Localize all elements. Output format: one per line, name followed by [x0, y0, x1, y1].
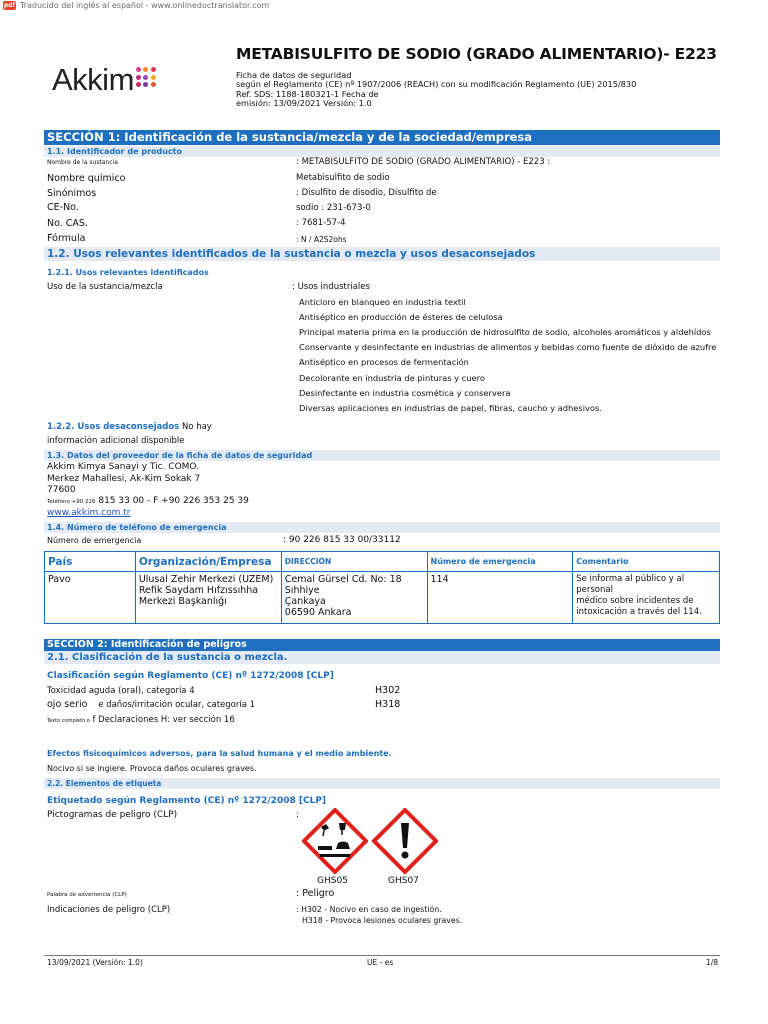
cell-line: Sıhhiye	[284, 585, 320, 596]
value-chemical-name: Metabisulfito de sodio	[296, 173, 390, 183]
pictogram-colon: :	[296, 810, 300, 820]
signal-word-label: Palabra de advertencia (CLP)	[47, 892, 127, 898]
ghs05-code: GHS05	[317, 876, 348, 886]
col-header-emergency: Número de emergencia	[427, 552, 573, 572]
supplier-line: Merkez Mahallesi, Ak-Kim Sokak 7	[47, 474, 201, 484]
unadvised-uses-text: No hay	[179, 422, 212, 432]
label-use: Uso de la sustancia/mezcla	[47, 282, 163, 292]
unadvised-uses	[47, 422, 212, 432]
col-header-address: DIRECCIÓN	[281, 552, 427, 572]
cell-address	[281, 572, 427, 624]
phone-prefix: Teléfono +90 226	[47, 499, 96, 505]
cell-line: Çankaya	[284, 596, 326, 607]
logo-dot	[143, 82, 148, 87]
signal-word-value: : Peligro	[296, 888, 335, 899]
subsection-1-2-1: 1.2.1. Usos relevantes identificados	[47, 268, 209, 277]
cell-org	[135, 572, 281, 624]
use-item: Diversas aplicaciones en industrias de papel, fibras, caucho y adhesivos.	[299, 402, 602, 413]
value-substance-name: : METABISULFITO DE SODIO (GRADO ALIMENTARIO) - E223 :	[296, 157, 551, 167]
clp-classification-head: Clasificación según Reglamento (CE) nº 1272/2008 [CLP]	[47, 671, 334, 681]
section-1-header: SECCIÓN 1: Identificación de la sustancia/mezcla y de la sociedad/empresa	[44, 130, 720, 145]
subsection-1-3: 1.3. Datos del proveedor de la ficha de datos de seguridad	[44, 450, 720, 461]
logo-dot	[136, 75, 141, 80]
col-header-country: País	[45, 552, 136, 572]
cell-country: Pavo	[45, 572, 136, 624]
cell-line: intoxicación a través del 114.	[576, 607, 702, 617]
label-formula: Fórmula	[47, 233, 86, 244]
logo-text: Akkim	[52, 62, 134, 97]
logo-dot	[151, 75, 156, 80]
subtitle-line: emisión: 13/09/2021 Versión: 1.0	[236, 98, 372, 109]
hazard-statements-label: Indicaciones de peligro (CLP)	[47, 905, 171, 915]
logo-dot	[136, 67, 141, 72]
class-label-part: ojo serio	[47, 699, 88, 710]
hazard-statement: H318 - Provoca lesiones oculares graves.	[302, 916, 463, 925]
footer-center: UE - es	[367, 958, 394, 967]
class-row-code: H302	[375, 685, 401, 696]
logo-dot	[143, 75, 148, 80]
cell-comment	[573, 572, 720, 624]
use-item: Desinfectante en industria cosmética y conservera	[299, 387, 511, 398]
full-text-note	[47, 715, 235, 725]
subsection-2-2: 2.2. Elementos de etiqueta	[44, 778, 720, 789]
subsection-1-1: 1.1. Identificador de producto	[44, 146, 720, 157]
label-synonyms: Sinónimos	[47, 188, 97, 199]
supplier-line: 77600	[47, 485, 76, 495]
label-substance-name: Nombre de la sustancia	[47, 159, 118, 166]
cell-line: 06590 Ankara	[284, 607, 352, 618]
label-chemical-name: Nombre químico	[47, 173, 126, 184]
subsection-2-1: 2.1. Clasificación de la sustancia o mezcla.	[44, 651, 720, 664]
section-2-header: SECCIÓN 2: Identificación de peligros	[44, 639, 720, 651]
effects-head: Efectos fisicoquímicos adversos, para la salud humana y el medio ambiente.	[47, 749, 392, 758]
logo-dot	[136, 82, 141, 87]
col-header-org: Organización/Empresa	[135, 552, 281, 572]
translator-text[interactable]: Traducido del inglés al español - www.onlinedoctranslator.com	[20, 1, 270, 10]
cell-line: Ulusal Zehir Merkezi (UZEM)	[138, 574, 274, 585]
use-item: Antiséptico en procesos de fermentación	[299, 357, 469, 368]
logo-dot	[143, 67, 148, 72]
document-title: METABISULFITO DE SODIO (GRADO ALIMENTARIO)- E223	[236, 45, 717, 63]
akkim-logo	[52, 62, 156, 98]
cell-line: Merkezi Başkanlığı	[138, 596, 227, 607]
cell-line: Se informa al público y al personal	[576, 574, 685, 595]
logo-dots	[136, 67, 156, 87]
ghs07-code: GHS07	[388, 876, 419, 886]
logo-dot	[151, 82, 156, 87]
unadvised-uses-head: 1.2.2. Usos desaconsejados	[47, 422, 180, 432]
cell-line: Refik Saydam Hıfzıssıhha	[138, 585, 259, 596]
footer-page-number: 1/8	[706, 958, 719, 967]
effects-text: Nocivo si se ingiere. Provoca daños oculares graves.	[47, 764, 257, 773]
emergency-table	[44, 551, 720, 624]
subtitle-line: Ficha de datos de seguridad	[236, 70, 352, 80]
class-row-label	[47, 699, 255, 710]
table-header-row	[45, 552, 720, 572]
label-ce-no: CE-No.	[47, 202, 79, 213]
class-label-part: e daños/irritación ocular, categoría 1	[98, 700, 256, 710]
value-synonyms: : Disulfito de disodio, Disulfito de	[296, 188, 437, 198]
supplier-website-link[interactable]: www.akkim.com.tr	[47, 508, 131, 518]
translator-banner[interactable]	[0, 0, 269, 11]
phone-number: 815 33 00 - F +90 226 353 25 39	[95, 496, 249, 506]
full-text-small: Texto completo o	[47, 718, 90, 724]
value-use: : Usos industriales	[292, 282, 370, 292]
pdf-icon: pdf	[3, 2, 16, 9]
use-item: Anticloro en blanqueo en industria textil	[299, 297, 466, 307]
unadvised-uses-line2: información adicional disponible	[47, 436, 185, 446]
pictogram-label: Pictogramas de peligro (CLP)	[47, 810, 178, 820]
footer-date: 13/09/2021 (Versión: 1.0)	[47, 958, 143, 967]
value-formula: : N / A2S2ohs	[296, 235, 347, 244]
col-header-comment: Comentario	[573, 552, 720, 572]
hazard-statement: : H302 - Nocivo en caso de ingestión.	[296, 905, 442, 914]
use-item: Decolorante en industria de pinturas y cuero	[299, 372, 485, 383]
subsection-1-4: 1.4. Número de teléfono de emergencia	[44, 522, 720, 533]
label-cas-no: No. CAS.	[47, 218, 88, 229]
labelling-head: Etiquetado según Reglamento (CE) nº 1272/2008 [CLP]	[47, 796, 327, 806]
footer-divider	[44, 955, 720, 956]
cell-line: Cemal Gürsel Cd. No: 18	[284, 574, 402, 585]
label-emergency: Número de emergencia	[47, 536, 142, 545]
value-emergency: : 90 226 815 33 00/33112	[283, 535, 401, 545]
ghs07-exclamation-icon	[372, 808, 438, 874]
cell-line: médico sobre incidentes de	[576, 596, 694, 606]
class-row-label: Toxicidad aguda (oral), categoría 4	[47, 686, 195, 696]
ghs05-corrosion-icon	[302, 808, 368, 874]
class-row-code: H318	[375, 699, 401, 710]
subtitle-line: según el Reglamento (CE) nº 1907/2006 (REACH) con su modificación Reglamento (UE) 2015/830	[236, 79, 637, 90]
subtitle-line: Ref. SDS: 1188-180321-1 Fecha de	[236, 88, 379, 99]
full-text-rest: f Declaraciones H: ver sección 16	[92, 715, 235, 725]
subsection-1-2: 1.2. Usos relevantes identificados de la sustancia o mezcla y usos desaconsejados	[44, 247, 720, 261]
value-ce-no: sodio : 231-673-0	[296, 203, 371, 213]
table-row	[45, 572, 720, 624]
value-cas-no: : 7681-57-4	[296, 218, 346, 228]
use-item: Antiséptico en producción de ésteres de celulosa	[299, 312, 503, 323]
supplier-phone	[47, 496, 249, 506]
use-item: Conservante y desinfectante en industrias de alimentos y bebidas como fuente de dióxido de azufre	[299, 342, 717, 353]
use-item: Principal materia prima en la producción de hidrosulfito de sodio, alcoholes aromáticos y aldehídos	[299, 327, 711, 338]
supplier-line: Akkim Kimya Sanayi y Tic. COMO.	[47, 462, 200, 472]
cell-emergency-number: 114	[427, 572, 573, 624]
logo-dot	[151, 67, 156, 72]
document-subtitle	[236, 71, 656, 109]
